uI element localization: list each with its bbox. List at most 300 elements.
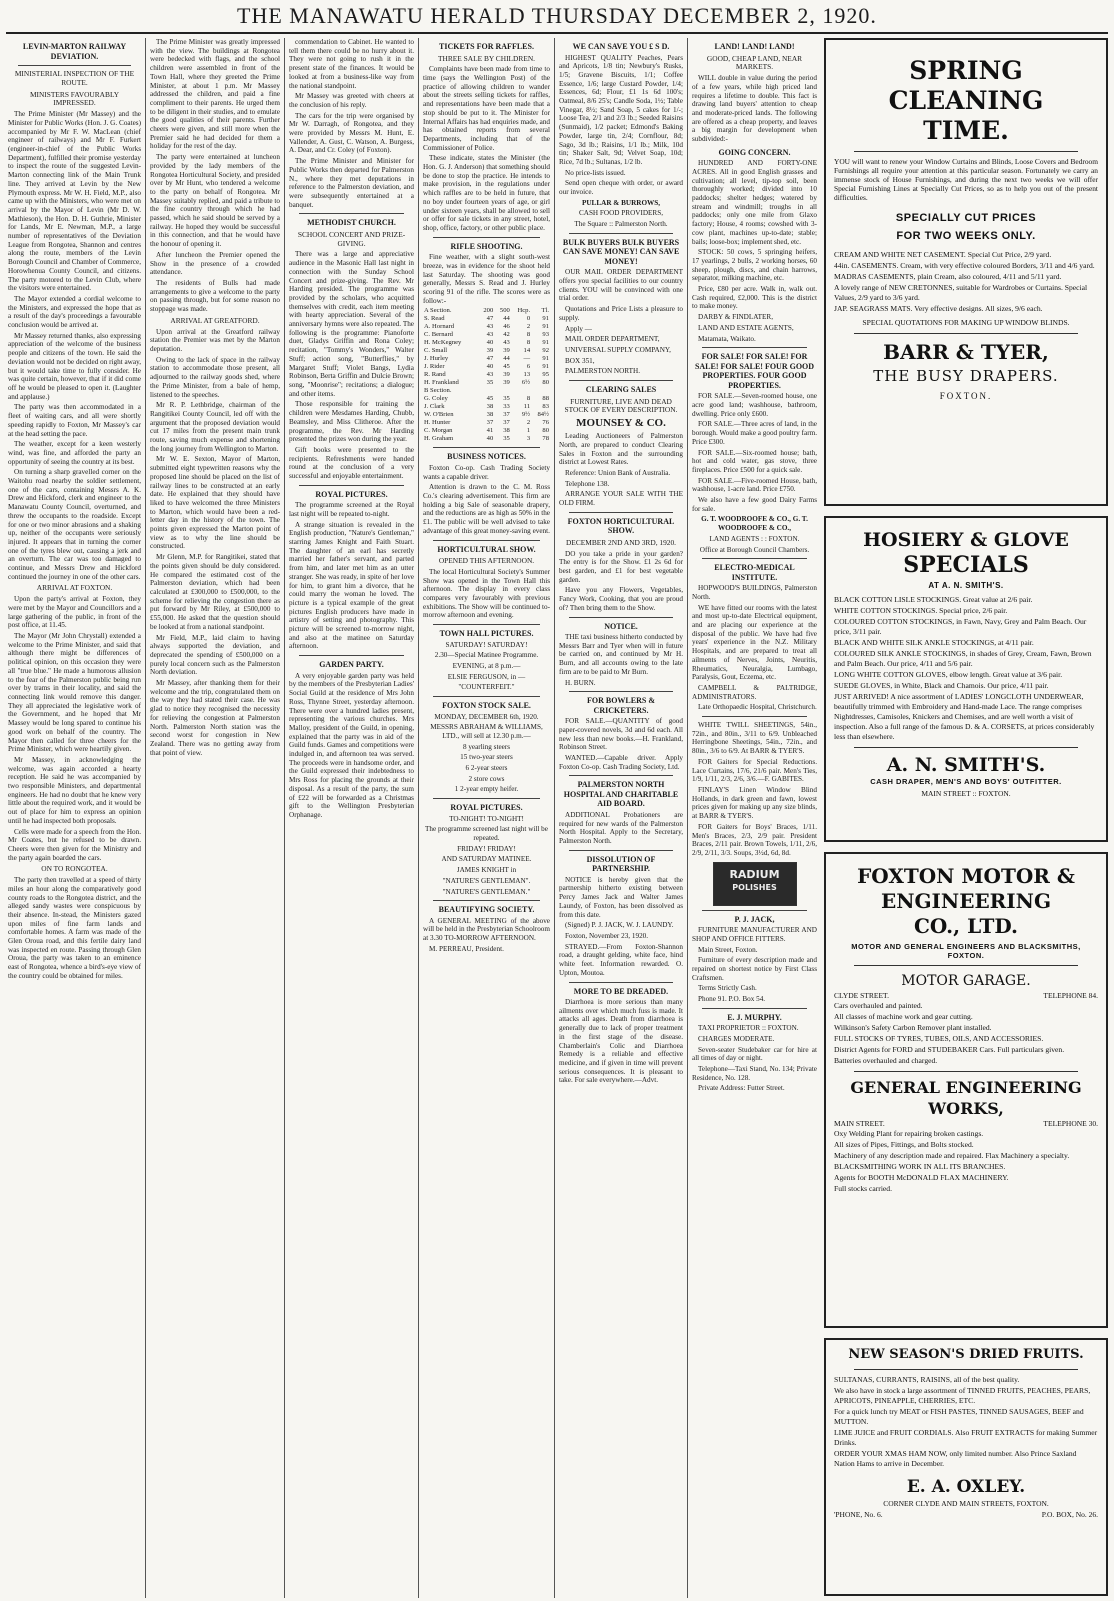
- table-cell: C. Small: [424, 347, 448, 355]
- ad-foxton-motor: [824, 852, 1108, 1328]
- firm-name: G. T. WOODROOFE & CO., G. T. WOODROOFE & CO.,: [701, 515, 808, 533]
- paragraph: 2 store cows: [468, 774, 505, 783]
- paragraph: FINLAY'S Linen Window Blind Hollands, in dark green and fawn, lowest prices given for making up any size blinds, at BARR & TYER'S.: [692, 786, 817, 821]
- table-cell: G. Coley: [424, 395, 448, 403]
- table-cell: 92: [542, 347, 549, 355]
- table-row: [423, 427, 550, 435]
- ad-heading: MOTOR GARAGE.: [901, 973, 1031, 989]
- table-cell: 45: [503, 363, 510, 371]
- paragraph: A strange situation is revealed in the English production, "Nature's Gentleman," starring James Knight and Faith Stuart. The daughter of an earl has secretly married her father's servant, and parted from him, and later met him as an utter stranger. She was ready, in spite of her love for him, to grant him a divorce, that he could marry the woman he loved. The picture is a typical example of the great pictures English producers have made in artistry of setting and photography. This picture will be screened to-morrow night, and also at the matinee on Saturday afternoon.: [289, 520, 414, 651]
- paragraph: FOR SALE.—Six-roomed house; bath, hot and cold water, gas stove, three fireplaces. Price £500 for a quick sale.: [692, 448, 817, 474]
- divider: [433, 237, 540, 238]
- paragraph: Diarrhoea is more serious than many ailments over which much fuss is made. It attacks all ages. Death from diarrhoea is generally due to lack of proper treatment in the first stage of the disease. Chamberlain's Colic and Diarrhoea Remedy is a reliable and effective medicine, and if given in time will prevent serious consequences. It is pleasant to take. For sale everywhere.—Advt.: [559, 998, 683, 1085]
- table-cell: H. Frankland: [424, 379, 459, 387]
- table-row: [423, 355, 550, 363]
- divider: [702, 558, 807, 559]
- headline: WE CAN SAVE YOU £ S D.: [572, 42, 670, 51]
- headline: RIFLE SHOOTING.: [450, 241, 523, 251]
- rifle-scores-table: [423, 307, 550, 443]
- table-cell: 11: [523, 403, 531, 411]
- divider: [569, 380, 673, 381]
- radium-logo-word: POLISHES: [732, 882, 777, 892]
- paragraph: OUR MAIL ORDER DEPARTMENT offers you special facilities to our country clients. YOU will be convinced with one trial order.: [559, 268, 683, 303]
- paragraph: We also have a few good Dairy Farms for sale.: [692, 496, 817, 513]
- ad-item: JAP. SEAGRASS MATS. Very effective designs. All sizes, 9/6 each.: [834, 304, 1043, 313]
- table-cell: 39: [503, 371, 510, 379]
- ad-dried-fruits: [824, 1338, 1108, 1596]
- table-cell: 91: [542, 363, 549, 371]
- table-cell: C. Bernard: [424, 331, 453, 339]
- paragraph: Fine weather, with a slight south-west breeze, was in evidence for the shoot held last Saturday. The shooting was good generally, Messrs S. Read and J. Hurley scoring 91 of the rifle. The scores were as follow:-: [423, 253, 550, 305]
- subhead: GOOD, CHEAP LAND, NEAR MARKETS.: [706, 53, 803, 72]
- paragraph: There was a large and appreciative audience in the Masonic Hall last night in connection with the Sunday School Concert and prize-giving. The Rev. Mr Harding presided. The programme was provided by the scholars, who acquitted themselves with credit, each item meeting with hearty appreciation. Several of the anniversary hymns were also repeated. The following is the programme: Pianoforte duet, Gladys Griffin and Rona Coley; recitation, "Tommy's Wonders," Walter Stuff; action song, "Butterflies," by Margaret Stuff; Violet Bangs, Lydia Robinson, Berta Griffin and Dulcie Brown; song, "Moonrise"; recitations; a dialogue; and other items.: [289, 250, 414, 398]
- headline: ELECTRO-MEDICAL INSTITUTE.: [714, 563, 795, 582]
- headline: FOXTON HORTICULTURAL SHOW.: [567, 516, 675, 536]
- paragraph: Cells were made for a speech from the Hon. Mr Coates, but he refused to be drawn. Cheers were then given for the Ministry and the party again boarded the cars.: [8, 827, 141, 862]
- paragraph: MAIL ORDER DEPARTMENT,: [565, 335, 660, 344]
- divider: [854, 1369, 1078, 1370]
- article-body: [423, 253, 550, 305]
- ad-title: WORKS,: [928, 1099, 1004, 1118]
- paragraph: Telephone—Taxi Stand, No. 134; Private Residence, No. 128.: [692, 1065, 817, 1082]
- table-body: [423, 315, 550, 443]
- ad-body: [692, 159, 817, 343]
- table-cell: 9½: [521, 411, 531, 419]
- paragraph: DARBY & FINDLATER,: [698, 313, 774, 322]
- paragraph: 1 2-year empty heifer.: [454, 785, 519, 794]
- paragraph: The Prime Minister and Minister for Public Works then departed for Palmerston N., where they met deputations in reference to the Palmerston deviation, and were subsequently entertained at a banquet.: [289, 157, 414, 209]
- table-cell: 91: [542, 323, 549, 331]
- paragraph: The local Horticultural Society's Summer Show was opened in the Town Hall this afternoon. The display in every class compares very favourably with previous exhibitions. The Show will be continued to-morrow afternoon and evening.: [423, 567, 550, 620]
- table-row: [423, 419, 550, 427]
- paragraph: CAMPBELL & PALTRIDGE, ADMINISTRATORS.: [692, 683, 817, 701]
- ad-item: BLACK COTTON LISLE STOCKINGS. Great value at 2/6 pair.: [834, 595, 1033, 604]
- table-cell: —: [523, 355, 531, 363]
- headline: BUSINESS NOTICES.: [447, 452, 526, 462]
- firm-line: CASH FOOD PROVIDERS,: [578, 209, 664, 218]
- paragraph: The party then travelled at a speed of thirty miles an hour along the comparatively good county roads to the Rongotea district, and the alleged sandy wastes were conspicuous by their absence. In-stead, the Ministers gazed upon miles of fine farm lands and comfortable homes. A farm was made of the Glen Oroua road, and this fertile dairy land was inspected en route. Passing through Glen Oroua, the party was taken to an eminence east of Rongotea, whence a bird's-eye view of the country could be obtained for miles.: [8, 876, 141, 980]
- paragraph: The party were entertained at luncheon provided by the lady members of the Rongotea Horticultural Society, and presided over by Mr Hunt, who tendered a welcome to the party on behalf of Rongotea. Mr Massey suitably replied, and paid a tribute to the fine country through which he had passed, which he said should be served by a railway. He hoped they would be successful in this connection, and that he would have the honour of opening it.: [150, 153, 280, 249]
- paragraph: Mr Massey returned thanks, also expressing appreciation of the welcome of the business people and citizens of the town. He said the deviation would not be decided on right away, but it would take time to fully consider. He was quite certain, however, that if it did come off he would be pleased to open it. (Laughter and applause.): [8, 331, 141, 401]
- divider: [702, 1008, 807, 1009]
- headline: GOING CONCERN.: [718, 147, 791, 157]
- divider: [569, 850, 673, 851]
- subhead: SCHOOL CONCERT AND PRIZE-GIVING.: [297, 229, 406, 248]
- divider: [854, 333, 1078, 334]
- paragraph: MONDAY, DECEMBER 6th, 1920.: [434, 712, 539, 721]
- ad-body: [559, 268, 683, 376]
- paragraph: Main Street, Foxton.: [698, 945, 758, 954]
- divider: [433, 798, 540, 799]
- paragraph: Have you any Flowers, Vegetables, Fancy Work, Cooking, that you are proud of? Then bring them to the Show.: [559, 586, 683, 612]
- ad-body: [692, 584, 817, 712]
- paragraph: The programme screened last night will be repeated.: [425, 825, 548, 843]
- table-cell: [494, 387, 511, 395]
- address-right: TELEPHONE 84.: [1043, 991, 1098, 1000]
- ad-body: [559, 550, 683, 613]
- paragraph: STOCK: 50 cows, 5 springing heifers, 17 yearlings, 2 bulls, 2 working horses, 60 sheep, plough, discs, and chain harrows, separator, milking machine, etc.: [692, 248, 817, 283]
- article-body: [150, 328, 280, 758]
- ad-item: BLACKSMITHING WORK IN ALL ITS BRANCHES.: [834, 1162, 1006, 1171]
- subhead: MINISTERIAL INSPECTION OF THE ROUTE.: [14, 69, 135, 87]
- headline: MORE TO BE DREADED.: [573, 986, 669, 996]
- table-cell: 39: [503, 347, 510, 355]
- paragraph: FOR SALE.—QUANTITY of good paper-covered novels, 3d and 6d each. All new less than new books.—H. Frankland, Robinson Street.: [559, 717, 683, 752]
- paragraph: The Prime Minister was greatly impressed with the view. The buildings at Rongotea were bedecked with flags, and the school children were assembled in front of the Town Hall, where they greeted the Prime Minister, at about 1 p.m. Mr Massey addressed the children, and paid a fine compliment to their parents. He urged them to be diligent in their studies, and to emulate the good qualities of their parents. Further cheers were given, and still more when the Premier said he had decided for them a holiday for the rest of the day.: [150, 38, 280, 151]
- ad-title: TOWN HALL PICTURES.: [439, 629, 534, 639]
- paragraph: Price, £80 per acre. Walk in, walk out. Cash required, £2,000. This is the district to make money.: [692, 285, 817, 311]
- ad-item: All classes of machine work and gear cutting.: [834, 1012, 973, 1021]
- firm-tagline: THE BUSY DRAPERS.: [873, 367, 1059, 385]
- paragraph: Gift books were presented to the recipients. Refreshments were handed round at the conclusion of a very successful and enjoyable entertainment.: [289, 445, 414, 481]
- headline: P. J. JACK,: [734, 914, 775, 924]
- table-cell: 78: [542, 435, 549, 443]
- subhead: ON TO RONGOTEA.: [41, 864, 108, 874]
- article-body: [289, 38, 414, 209]
- subhead: MINISTERS FAVOURABLY IMPRESSED.: [29, 89, 120, 108]
- table-cell: 8: [526, 339, 531, 347]
- headline: FOR BOWLERS & CRICKETERS.: [586, 696, 655, 715]
- divider: [299, 213, 404, 214]
- table-cell: 45: [486, 395, 494, 403]
- ad-title: SPECIALS: [903, 552, 1029, 578]
- table-cell: 0: [526, 315, 531, 323]
- ad-title: CO., LTD.: [914, 914, 1018, 938]
- table-row: [423, 331, 550, 339]
- table-cell: J. Rider: [424, 363, 445, 371]
- paragraph: The Mayor (Mr John Chrystall) extended a welcome to the Prime Minister, and said that although there might be differences of political opinion, on this occasion they were all "true blue." He made a humorous allusion to the fear of the Palmerston public being run over by trams in their locality, and said the connecting link would remove this danger. They all appreciated the legislative work of the Government, and he hoped that Mr Massey would be long spared to continue his good work on behalf of the country. The Mayor then called for three cheers for the Prime Minister, which were heartily given.: [8, 632, 141, 754]
- column-header: Hcp.: [517, 307, 531, 315]
- column-1: [4, 38, 145, 1598]
- subhead: ARRIVAL AT GREATFORD.: [170, 315, 260, 325]
- paragraph: FOR Gaiters for Special Reductions. Lace Curtains, 17/6, 21/6 pair. Men's Ties, 1/9, 1/11, 2/3, 2/6, 3/6.—F. GABITES.: [692, 757, 817, 784]
- ad-item: We also have in stock a large assortment of TINNED FRUITS, PEACHES, PEARS, APRICOTS, PINEAPPLE, CHERRIES, ETC.: [834, 1386, 1091, 1405]
- subhead: THREE SALE BY CHILDREN.: [437, 53, 536, 63]
- paragraph: Leading Auctioneers of Palmerston North, are prepared to conduct Clearing Sales in Foxton and the surrounding district at Lowest Rates.: [559, 432, 683, 467]
- article-body: [8, 110, 141, 581]
- headline: FOR SALE! FOR SALE! FOR SALE! FOR SALE! FOUR GOOD PROPERTIES. FOUR GOOD PROPERTIES.: [694, 352, 815, 390]
- ad-title: ROYAL PICTURES.: [450, 803, 523, 813]
- firm-address: CORNER CLYDE AND MAIN STREETS, FOXTON.: [883, 1499, 1049, 1508]
- paragraph: The residents of Bulls had made arrangements to give a welcome to the party on passing through, but for some reason no stoppage was made.: [150, 278, 280, 314]
- article-body: [289, 501, 414, 651]
- headline: HORTICULTURAL SHOW.: [437, 544, 536, 554]
- ad-lines: [423, 641, 550, 693]
- table-cell: 35: [486, 379, 494, 387]
- paragraph: The Prime Minister (Mr Massey) and the Minister for Public Works (Hon. J. G. Coates) accompanied by Mr F. W. MacLean (chief engineer of railways) and Mr F. Furkert (engineer-in-chief of the Public Works Department), fulfilled their promise yesterday to inspect the route of the suggested Levin-Marton connecting link of the Main Trunk line. They arrived at Levin by the New Plymouth express. Mr W. H. Field, M.P., also came up with the Ministers, who were met on arrival by the Mayor of Levin (Mr D. W. Mathieson), the Hon. D. H. Guthrie, Minister for Lands, Mr E. Newman, M.P., a large number of representatives of the Deviation League from Rongotea, Shannon and centres along the route, members of the Levin Borough Council and Chamber of Commerce, Horowhenua County Council, and citizens. The party motored to the Levin Club, where the visitors were entertained.: [8, 110, 141, 293]
- paragraph: Mr W. E. Sexton, Mayor of Marton, submitted eight typewritten reasons why the proposed line should be placed on the list of railway lines to be constructed at an early date. He explained that they should have liked to have welcomed the three Ministers to Marton, which would have been a red-letter day in the history of the town. The points given expressed the Marton point of view as to why the line should be constructed.: [150, 455, 280, 551]
- divider: [569, 512, 673, 513]
- paragraph: The cars for the trip were organised by Mr W. Darragh, of Rongotea, and they were provided by Messrs M. Hunt, E. Vallender, A. Gust, C. Watson, A. Burgess, A. Dear, and Cr. Coley (of Foxton).: [289, 111, 414, 155]
- ad-item: Wilkinson's Safety Carbon Remover plant installed.: [834, 1023, 992, 1032]
- masthead-rule: [6, 32, 1108, 34]
- table-cell: 6½: [521, 379, 531, 387]
- firm-line: Office at Borough Council Chambers.: [699, 545, 810, 554]
- column-header: Tl.: [541, 307, 549, 315]
- paragraph: DO you take a pride in your garden? The entry is for the Show. £1 2s 6d for best garden, and £1 for best vegetable garden.: [559, 549, 683, 584]
- paragraph: FOR Gaiters for Boys' Braces, 1/11. Men's Braces, 2/3, 2/9 pair. President Braces, 2/11 pair. Brown Towels, 1/11, 2/6, 2/9, 2/11, 3/3. Soups, 3½d, 6d, 8d.: [692, 822, 817, 857]
- paragraph: Phone 91. P.O. Box 54.: [698, 995, 766, 1004]
- ad-heading: FOR TWO WEEKS ONLY.: [896, 230, 1036, 242]
- table-row: [423, 371, 550, 379]
- paragraph: Late Orthopaedic Hospital, Christchurch.: [698, 703, 817, 712]
- table-cell: 41: [486, 427, 494, 435]
- divider: [702, 910, 807, 911]
- table-cell: 2: [526, 323, 531, 331]
- ad-item: LONG WHITE COTTON GLOVES, elbow length. Great value at 3/6 pair.: [834, 670, 1063, 679]
- paragraph: Matamata, Waikato.: [698, 334, 756, 343]
- paragraph: THE taxi business hitherto conducted by Messrs Barr and Tyer when will in future be carried on, and continued by Mr H. Burn, and all accounts owing to the late firm are to be paid to Mr Burn.: [559, 633, 683, 676]
- paragraph: Those responsible for training the children were Mesdames Harding, Chubb, Beamsley, and Miss Clitheroe. After the programme, the Rev. Mr Harding presented the prizes won during the year.: [289, 400, 414, 444]
- table-cell: 35: [503, 395, 510, 403]
- paragraph: These indicate, states the Minister (the Hon. G. J. Anderson) that something should be done to stop the practice. He intends to make provision, in the regulations under which raffles are to be held in future, that no boy under fourteen years of age, or girl under sixteen years, shall be allowed to sell or offer for sale tickets in any street, hotel, shop, office, factory, or other public place.: [423, 154, 550, 232]
- table-cell: 88: [542, 395, 549, 403]
- paragraph: No price-lists issued.: [565, 168, 626, 177]
- contact-row: [834, 1510, 1098, 1519]
- ad-item: Oxy Welding Plant for repairing broken castings.: [834, 1129, 984, 1138]
- address-row: [834, 991, 1098, 1000]
- divider: [433, 900, 540, 901]
- table-row: [423, 323, 550, 331]
- ad-body: [559, 876, 683, 978]
- ad-item: Batteries overhauled and charged.: [834, 1056, 938, 1065]
- ad-body: [559, 432, 683, 508]
- divider: [18, 65, 131, 66]
- ad-body: [559, 633, 683, 687]
- table-cell: 91: [542, 339, 549, 347]
- paragraph: (Signed) P. J. JACK, W. J. LAUNDY.: [565, 921, 674, 930]
- ad-item: Full stocks carried.: [834, 1184, 892, 1193]
- paragraph: Owing to the lack of space in the railway station to accommodate those present, all adjourned to the railway goods shed, where the Prime Minister, from a bale of hemp, listened to the speeches.: [150, 355, 280, 399]
- firm-line: The Square :: Palmerston North.: [574, 220, 668, 229]
- table-row: [423, 395, 550, 403]
- radium-polish-logo: [713, 862, 797, 906]
- paragraph: WHITE TWILL SHEETINGS, 54in., 72in., and 80in., 3/11 to 6/9. Unbleached Herringbone Sheetings, 54in., 72in., and 80in., 3/6 to 6/9. At BARR & TYER'S.: [692, 721, 817, 756]
- table-cell: 8: [526, 395, 531, 403]
- divider: [299, 655, 404, 656]
- divider: [433, 696, 540, 697]
- article-body: [423, 464, 550, 536]
- headline: CLEARING SALES: [585, 385, 657, 395]
- table-cell: 43: [486, 371, 494, 379]
- table-cell: 8: [526, 331, 531, 339]
- ad-item: LIME JUICE and FRUIT CORDIALS. Also FRUIT EXTRACTS for making Summer Drinks.: [834, 1428, 1098, 1447]
- paragraph: "NATURE'S GENTLEMAN.": [442, 887, 531, 896]
- paragraph: 8 yearling steers: [462, 742, 511, 751]
- divider: [433, 447, 540, 448]
- paragraph: UNIVERSAL SUPPLY COMPANY,: [565, 345, 671, 354]
- table-cell: 37: [486, 419, 494, 427]
- table-cell: 13: [523, 371, 531, 379]
- table-cell: 46: [503, 323, 510, 331]
- paragraph: Foxton, November 23, 1920.: [565, 932, 649, 940]
- paragraph: LAND AND ESTATE AGENTS,: [698, 323, 794, 332]
- paragraph: The weather, except for a keen westerly wind, was fine, and afforded the party an opportunity of seeing the country at its best.: [8, 440, 141, 466]
- paragraph: The programme screened at the Royal last night will be repeated to-night.: [289, 501, 414, 518]
- headline: BULK BUYERS BULK BUYERS CAN SAVE MONEY! CAN SAVE MONEY!: [562, 237, 680, 266]
- table-cell: 35: [503, 435, 510, 443]
- table-cell: 40: [486, 435, 494, 443]
- paragraph: After luncheon the Premier opened the Show in the presence of a crowded attendance.: [150, 250, 280, 277]
- divider: [299, 485, 404, 486]
- ad-lines: [423, 713, 550, 795]
- divider: [854, 965, 1078, 966]
- paragraph: The party was then accommodated in a fleet of waiting cars, and all were shortly speeding rapidly to Foxton, Mr Massey's car at the head setting the pace.: [8, 403, 141, 438]
- divider: [569, 233, 673, 234]
- ad-body: [692, 721, 817, 858]
- paragraph: PALMERSTON NORTH.: [565, 367, 641, 376]
- paragraph: NOTICE is hereby given that the partnership hitherto existing between Percy James Jack and Walter James Laundy, of Foxton, has been dissolved as from this date.: [559, 875, 683, 919]
- address-left: CLYDE STREET.: [834, 991, 889, 1000]
- ad-item: Cars overhauled and painted.: [834, 1001, 923, 1010]
- ad-body: YOU will want to renew your Window Curtains and Blinds, Loose Covers and Bedroom Furnishings all require your attention at this particular season. Fortunately we carry an immense stock of House Furnishings, and during the next two weeks we will offer Special Furnishing Lines at Specially Cut Prices, so as to help you out of the present difficulties.: [834, 157, 1098, 202]
- ad-body: [692, 74, 817, 144]
- article-body: [289, 250, 414, 480]
- paragraph: HOPWOOD'S BUILDINGS, Palmerston North.: [692, 584, 817, 601]
- ad-note: SPECIAL QUOTATIONS FOR MAKING UP WINDOW BLINDS.: [862, 318, 1070, 327]
- table-row: [423, 363, 550, 371]
- radium-ad: [692, 862, 817, 906]
- ad-item: COLOURED SILK ANKLE STOCKINGS, in shades of Grey, Cream, Fawn, Brown and Palm Beach. Our price, 4/11 and 5/6 pair.: [834, 649, 1092, 668]
- paragraph: Send open cheque with order, or award our invoice.: [559, 179, 683, 197]
- paragraph: Foxton Co-op. Cash Trading Society wants a capable driver.: [423, 463, 550, 481]
- column-2: [145, 38, 284, 1598]
- paragraph: On turning a sharp gravelled corner on the Waitohu road nearby the soldier settlement, one of the cars, containing Messrs A. K. Drew and Hickford, clerk and engineer to the Manawatu County Council, overturned, and threw the occupants to the roadside. Except for one or two minor abrasions and a shaking up, neither of the occupants were seriously injured. It appears that in turning the corner one of the tyres blew out, causing a jerk and an overturn. The car was too damaged to continue, and Messrs Drew and Hickford continued the journey in one of the other cars.: [8, 468, 141, 581]
- ad-item: ORDER YOUR XMAS HAM NOW, only limited number. Also Prince Saxland Nation Hams to arrive in December.: [834, 1449, 1077, 1468]
- table-cell: [478, 387, 495, 395]
- ad-title: TIME.: [923, 116, 1009, 145]
- table-cell: H. McKegney: [424, 339, 462, 347]
- headline: METHODIST CHURCH.: [307, 218, 396, 228]
- divider: [854, 151, 1078, 152]
- table-cell: [511, 387, 531, 395]
- ad-body: [559, 717, 683, 771]
- table-cell: 38: [486, 403, 494, 411]
- table-row: [423, 435, 550, 443]
- paragraph: Mr Field, M.P., laid claim to having always supported the deviation, and deprecated the spending of £500,000 on a purely local concern such as the Palmerston North deviation.: [150, 633, 280, 677]
- headline: NOTICE.: [604, 621, 638, 631]
- ad-title: ENGINEERING: [880, 889, 1052, 913]
- table-row: [423, 403, 550, 411]
- ad-body: [559, 811, 683, 846]
- firm-name: A. N. SMITH'S.: [886, 754, 1046, 776]
- table-cell: 83: [542, 403, 549, 411]
- paragraph: Mr Massey, after thanking them for their welcome and the trip, congratulated them on the way they had stated their case. He was glad to notice they recognised the necessity for relieving the congestion at Palmerston North. Palmerston North station was the second worst for congestion in New Zealand. There was no getting away from that point of view.: [150, 679, 280, 757]
- ad-title: FOXTON STOCK SALE.: [442, 701, 531, 711]
- address-left: MAIN STREET.: [834, 1119, 885, 1128]
- paragraph: FOR SALE.—Seven-roomed house, one acre good land; washhouse, bathroom, dwelling. Price only £600.: [692, 392, 817, 418]
- table-cell: C. Morgan: [424, 427, 453, 435]
- subhead: FURNITURE, LIVE AND DEAD STOCK OF EVERY DESCRIPTION.: [564, 396, 678, 415]
- column-5: [554, 38, 687, 1598]
- ad-title: FOXTON MOTOR &: [857, 864, 1075, 888]
- article-body: [8, 595, 141, 862]
- ad-item: JUST ARRIVED! A nice assortment of LADIES' LONGCLOTH UNDERWEAR, beautifully trimmed with Embroidery and Hand-made Lace. The range comprises Nightdresses, Camisoles, Knickers and Chemises, and are well worth a visit of inspection. Also a full range of the famous D. & A. CORSETS, at prices considerably less than elsewhere.: [834, 692, 1095, 741]
- paragraph: Complaints have been made from time to time (says the Wellington Post) of the practice of allowing children to wander about the streets selling tickets for raffles, and representations have been made that a stop should be put to it. The Minister for Internal Affairs has had enquiries made, and has obtained reports from several Departments, including that of the Commissioner of Police.: [423, 65, 551, 152]
- address-row: [834, 1119, 1098, 1128]
- headline: E. J. MURPHY.: [727, 1012, 782, 1022]
- ad-body: [692, 1024, 817, 1093]
- ad-item: 44in. CASEMENTS. Cream, with very effective coloured Borders, 3/11 and 4/6 yard.: [834, 261, 1095, 270]
- paragraph: ARRANGE YOUR SALE WITH THE OLD FIRM.: [559, 490, 683, 508]
- paragraph: WILL double in value during the period of a few years, while high priced land requires a lifetime to double. This fact is drawing land buyers' attention to cheap and moderate-priced lands. The following are offered as a cheap property, and leaves a big margin for development when subdivided:-: [692, 74, 817, 144]
- article-body: [423, 65, 550, 232]
- phone-number: 'PHONE, No. 6.: [834, 1510, 883, 1519]
- subhead: DECEMBER 2ND AND 3RD, 1920.: [565, 537, 677, 547]
- paragraph: 2.30—Special Matinee Programme.: [434, 651, 539, 660]
- paragraph: commendation to Cabinet. He wanted to tell them there could be no hurry about it. They were not going to rush it in the present state of the finances. It would be looked at from a business-like way from the national standpoint.: [289, 38, 414, 90]
- ad-item: A lovely range of NEW CRETONNES, suitable for Wardrobes or Curtains. Special Values, 2/9 yard to 3/6 yard.: [834, 283, 1088, 302]
- table-cell: J. Clark: [424, 403, 445, 411]
- ad-item-list: [834, 1001, 1098, 1066]
- firm-address: MAIN STREET :: FOXTON.: [921, 789, 1011, 798]
- masthead: THE MANAWATU HERALD THURSDAY DECEMBER 2, 1920.: [237, 3, 877, 28]
- table-cell: 80: [542, 379, 549, 387]
- paragraph: ADDITIONAL Probationers are required for new wards of the Palmerston North Hospital. Apply to the Secretary, Palmerston North.: [559, 810, 683, 846]
- ad-hosiery-glove: [824, 516, 1108, 842]
- table-cell: 43: [503, 339, 510, 347]
- article-body: [423, 568, 550, 620]
- paragraph: HIGHEST QUALITY Peaches, Pears and Apricots, 1/8 tin; Newbury's Rusks, 1/5; Gravene Biscuits, 1/1; Coffee Essence, 1/6; large Custard Powder, 1/4; Essences, 6d; Flour, £1 1s 6d 100's; Oatmeal, 8/6 25's; Candle Soda, 1½; Table Vinegar, 8½; Sand Soap, 5 cakes for 1/-; Loose Tea, 2/1 and 2/3 lb.; Seeded Raisins (Sunmaid), 1/2 packet; Edmond's Baking Powder, large tin, 2/4; Cornflour, 8d; Sago, 3d lb.; Raisins, 1/1 lb.; Milk, 10d tin; Shaker Salt, 9d; Velvet Soap, 10d; Rice, 7d lb.; Sultanas, 1/2 lb.: [559, 53, 683, 166]
- radium-logo-word: RADIUM: [729, 867, 780, 881]
- ad-item: FULL STOCKS OF TYRES, TUBES, OILS, AND ACCESSORIES.: [834, 1034, 1044, 1043]
- table-cell: 40: [486, 339, 494, 347]
- paragraph: Mr Massey, in acknowledging the welcome, was again accorded a hearty reception. He said he was accompanied by two responsible Ministers, and departmental engineers. He had no doubt that he knew very little about the required work, and it would be out of place for him to express an opinion until he had inspected both proposals.: [8, 755, 141, 825]
- table-cell: 44: [503, 315, 510, 323]
- column-header: 500: [499, 307, 510, 315]
- table-row: [423, 339, 550, 347]
- subhead: OPENED THIS AFTERNOON.: [438, 556, 535, 565]
- ad-item: WHITE COTTON STOCKINGS. Special price, 2/6 pair.: [834, 606, 1008, 615]
- table-cell: 84½: [537, 411, 549, 419]
- paragraph: Mr R. P. Lethbridge, chairman of the Rangitikei County Council, led off with the argument that the proposed deviation would cut 17 miles from the present main trunk route, saving much expense and shortening the long journey from Wellington to Marton.: [150, 401, 280, 453]
- ad-item: All sizes of Pipes, Fittings, and Bolts stocked.: [834, 1140, 974, 1149]
- ad-item-list: [834, 595, 1098, 742]
- column-header: 200: [483, 307, 494, 315]
- paragraph: Upon arrival at the Greatford railway station the Premier was met by the Marton deputation.: [150, 327, 280, 353]
- divider: [854, 747, 1078, 748]
- table-cell: B Section.: [424, 387, 452, 395]
- table-header-row: [423, 307, 550, 315]
- table-cell: 47: [486, 315, 494, 323]
- paragraph: WANTED.—Capable driver. Apply Foxton Co-op. Cash Trading Society, Ltd.: [559, 754, 683, 771]
- table-cell: 43: [486, 323, 494, 331]
- table-row: [423, 347, 550, 355]
- table-cell: H. Hunter: [424, 419, 451, 427]
- subhead: ARRIVAL AT FOXTON.: [36, 583, 113, 593]
- paragraph: M. PERREAU, President.: [429, 944, 504, 953]
- ad-subtitle: MOTOR AND GENERAL ENGINEERS AND BLACKSMITHS, FOXTON.: [851, 942, 1081, 960]
- table-cell: 43: [486, 331, 494, 339]
- ad-title: BEAUTIFYING SOCIETY.: [438, 905, 535, 915]
- headline: DISSOLUTION OF PARTNERSHIP.: [586, 854, 656, 874]
- divider: [569, 691, 673, 692]
- paragraph: "NATURE'S GENTLEMAN".: [442, 876, 531, 885]
- po-box: P.O. BOX, No. 26.: [1041, 1510, 1098, 1519]
- paragraph: Telephone 138.: [565, 479, 610, 488]
- table-cell: 2: [526, 419, 531, 427]
- table-cell: 14: [523, 347, 531, 355]
- paragraph: STRAYED.—From Foxton-Shannon road, a draught gelding, white face, hind white feet. Information rewarded. O. Upton, Moutoa.: [559, 942, 683, 977]
- table-cell: 3: [526, 435, 531, 443]
- paragraph: Attention is drawn to the C. M. Ross Co.'s clearing advertisement. This firm are holding a big Sale of seasonable drapery, and the reductions are as high as 50% in the £1. The public will be well advised to take advantage of this great money-saving event.: [423, 483, 550, 535]
- table-cell: 37: [503, 419, 510, 427]
- headline: ROYAL PICTURES.: [315, 489, 388, 499]
- ad-item: BLACK AND WHITE SILK ANKLE STOCKINGS, at 4/11 pair.: [834, 638, 1034, 647]
- ad-item: CREAM AND WHITE NET CASEMENT. Special Cut Price, 2/9 yard.: [834, 250, 1052, 259]
- paragraph: A GENERAL MEETING of the above will be held in the Presbyterian Schoolroom at 3.30 TO-MORROW AFTERNOON.: [423, 916, 550, 943]
- divider: [702, 347, 807, 348]
